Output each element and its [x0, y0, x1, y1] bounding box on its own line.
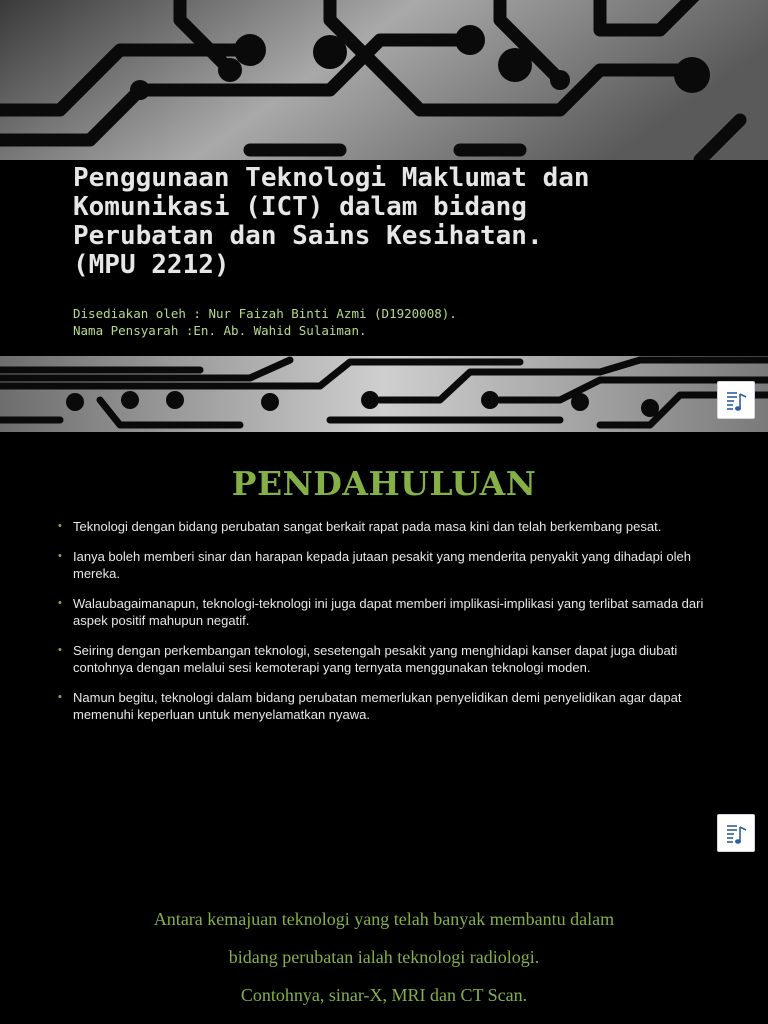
bullet-list [58, 518, 728, 736]
title-slide [0, 0, 768, 432]
footer-line: bidang perubatan ialah teknologi radiologi. [228, 947, 540, 967]
footer-line: Antara kemajuan teknologi yang telah banyak membantu dalam [153, 909, 615, 929]
footer-line: Contohnya, sinar-X, MRI dan CT Scan. [240, 985, 528, 1005]
audio-file-icon[interactable] [717, 381, 755, 419]
audio-glyph-icon [718, 815, 756, 853]
list-item: • Walaubagaimanapun, teknologi-teknologi ini juga dapat memberi implikasi-implikasi yang terlibat samada dari aspek positif mahupun negatif. [58, 596, 704, 628]
slide-footer-text [0, 900, 768, 1014]
slide-heading: PENDAHULUAN [231, 464, 537, 503]
list-item: • Seiring dengan perkembangan teknologi, sesetengah pesakit yang menghidapi kanser dapat juga diubati contohnya dengan melalui sesi kemoterapi yang ternyata menggunakan teknologi moden. [58, 643, 678, 675]
bullet-icon: • [58, 644, 62, 656]
audio-file-icon[interactable] [717, 814, 755, 852]
audio-glyph-icon [718, 382, 756, 420]
slide-subtitle: Disediakan oleh : Nur Faizah Binti Azmi (D1920008). Nama Pensyarah :En. Ab. Wahid Sulaiman. [73, 306, 457, 338]
list-item: • Ianya boleh memberi sinar dan harapan kepada jutaan pesakit yang menderita penyakit yang dihadapi oleh mereka. [58, 549, 691, 581]
bullet-icon: • [58, 597, 62, 609]
bullet-icon: • [58, 550, 62, 562]
list-item: • Namun begitu, teknologi dalam bidang perubatan memerlukan penyelidikan demi penyelidikan agar dapat memenuhi keperluan untuk menyelamatkan nyawa. [58, 690, 682, 722]
list-item: • Teknologi dengan bidang perubatan sangat berkait rapat pada masa kini dan telah berkembang pesat. [58, 519, 662, 534]
bullet-icon: • [58, 520, 62, 532]
slide-title: Penggunaan Teknologi Maklumat dan Komunikasi (ICT) dalam bidang Perubatan dan Sains Kesihatan. (MPU 2212) [73, 163, 590, 280]
content-slide [0, 432, 768, 1024]
bullet-icon: • [58, 691, 62, 703]
